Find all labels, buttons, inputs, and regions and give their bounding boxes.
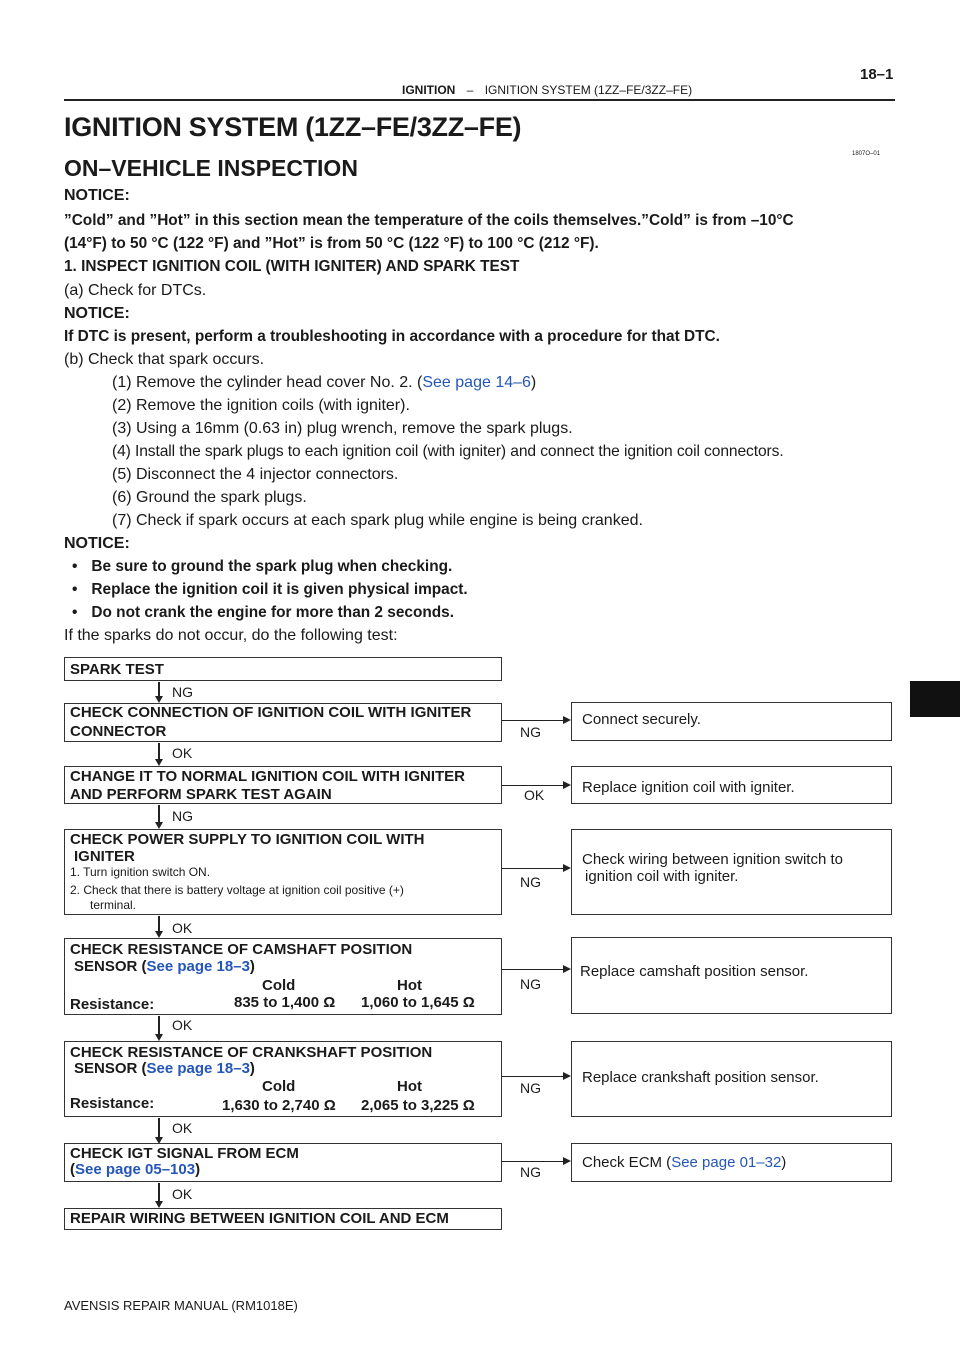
flow-connector (158, 682, 160, 697)
flow-result-line1: Check wiring between ignition switch to (582, 851, 843, 868)
link-page-05-103[interactable]: See page 05–103 (75, 1161, 196, 1178)
page-title: IGNITION SYSTEM (1ZZ–FE/3ZZ–FE) (64, 112, 522, 142)
header-dash: – (466, 83, 474, 97)
flow-box3-line1: CHECK POWER SUPPLY TO IGNITION COIL WITH (70, 831, 425, 848)
flow-connector (158, 805, 160, 822)
step-b: (b) Check that spark occurs. (64, 351, 265, 368)
flow-connector (502, 1076, 564, 1077)
flow-box4-line1: CHECK RESISTANCE OF CAMSHAFT POSITION (70, 941, 413, 958)
arrow-right-icon (563, 716, 571, 724)
bullet-icon: • (72, 558, 78, 575)
flow-label-ok: OK (172, 1017, 193, 1033)
notice-text-line1: ”Cold” and ”Hot” in this section mean the temperature of the coils themselves.”Cold” is from –10°C (64, 212, 794, 229)
arrow-down-icon (155, 1034, 163, 1041)
notice-text: If DTC is present, perform a troubleshooting in accordance with a procedure for that DTC. (64, 328, 720, 345)
flow-box4-cold-value: 835 to 1,400 Ω (234, 994, 336, 1011)
bullet-icon: • (72, 581, 78, 598)
substep-3: (3) Using a 16mm (0.63 in) plug wrench, remove the spark plugs. (112, 420, 573, 437)
flow-connector (502, 868, 564, 869)
flow-box5-hot: Hot (397, 1078, 422, 1095)
flow-box5-cold: Cold (262, 1078, 296, 1095)
header-subsection: IGNITION SYSTEM (1ZZ–FE/3ZZ–FE) (484, 83, 693, 97)
flow-label-ok: OK (172, 1186, 193, 1202)
section-tab-marker (910, 681, 960, 717)
arrow-down-icon (155, 1201, 163, 1208)
flow-label-ng: NG (520, 976, 541, 992)
link-page-18-3[interactable]: See page 18–3 (146, 958, 250, 975)
flow-label-ng: NG (520, 1080, 541, 1096)
flow-connector (502, 785, 564, 786)
flow-result-text: Replace crankshaft position sensor. (582, 1069, 819, 1086)
notice-label: NOTICE: (64, 187, 130, 204)
flow-connector (158, 1183, 160, 1201)
header-rule (64, 99, 895, 101)
flow-connector (158, 916, 160, 931)
flow-result-text: Replace ignition coil with igniter. (582, 779, 795, 796)
arrow-down-icon (155, 759, 163, 766)
flow-box3-sub1: 1. Turn ignition switch ON. (70, 865, 211, 879)
flow-result-text: Check ECM (See page 01–32) (582, 1154, 787, 1171)
flow-label-ng: NG (172, 684, 193, 700)
flow-result-line2: ignition coil with igniter. (585, 868, 739, 885)
flow-box5-line2: SENSOR (See page 18–3) (74, 1060, 255, 1077)
flow-box5-hot-value: 2,065 to 3,225 Ω (361, 1097, 475, 1114)
notice-bullet-1: • Be sure to ground the spark plug when checking. (72, 558, 453, 575)
link-page-01-32[interactable]: See page 01–32 (671, 1154, 782, 1171)
flow-result-text: Replace camshaft position sensor. (580, 963, 809, 980)
arrow-right-icon (563, 965, 571, 973)
flow-label-ok: OK (172, 745, 193, 761)
flow-connector (158, 1016, 160, 1034)
flow-box3-sub2: 2. Check that there is battery voltage at ignition coil positive (+) (70, 883, 404, 897)
flow-connector (502, 720, 564, 721)
substep-5: (5) Disconnect the 4 injector connectors. (112, 466, 399, 483)
flow-box5-resistance: Resistance: (70, 1095, 155, 1112)
flow-box5-line1: CHECK RESISTANCE OF CRANKSHAFT POSITION (70, 1044, 433, 1061)
link-page-14-6[interactable]: See page 14–6 (422, 374, 531, 391)
step-1: 1. INSPECT IGNITION COIL (WITH IGNITER) AND SPARK TEST (64, 258, 520, 275)
arrow-right-icon (563, 781, 571, 789)
substep-6: (6) Ground the spark plugs. (112, 489, 307, 506)
footer: AVENSIS REPAIR MANUAL (RM1018E) (64, 1298, 298, 1313)
substep-7: (7) Check if spark occurs at each spark plug while engine is being cranked. (112, 512, 643, 529)
flow-box6-line1: CHECK IGT SIGNAL FROM ECM (70, 1145, 299, 1162)
intro-test: If the sparks do not occur, do the following test: (64, 627, 398, 644)
arrow-right-icon (563, 1157, 571, 1165)
flow-label-ok: OK (524, 787, 545, 803)
flow-connector (158, 743, 160, 759)
flow-result-text: Connect securely. (582, 711, 701, 728)
flow-box1-line1: CHECK CONNECTION OF IGNITION COIL WITH IGNITER (70, 704, 472, 721)
bullet-icon: • (72, 604, 78, 621)
link-page-18-3[interactable]: See page 18–3 (146, 1060, 250, 1077)
arrow-down-icon (155, 696, 163, 703)
notice-text-line2: (14°F) to 50 °C (122 °F) and ”Hot” is from 50 °C (122 °F) to 100 °C (212 °F). (64, 235, 599, 252)
substep-2: (2) Remove the ignition coils (with igniter). (112, 397, 410, 414)
flow-final-label: REPAIR WIRING BETWEEN IGNITION COIL AND ECM (70, 1210, 449, 1227)
flow-box1-line2: CONNECTOR (70, 723, 167, 740)
notice-label: NOTICE: (64, 305, 130, 322)
substep-1: (1) Remove the cylinder head cover No. 2. (See page 14–6) (112, 374, 537, 391)
arrow-right-icon (563, 1072, 571, 1080)
flow-connector (502, 1161, 564, 1162)
arrow-down-icon (155, 931, 163, 938)
substep-4: (4) Install the spark plugs to each ignition coil (with igniter) and connect the ignition coil connectors. (112, 443, 784, 460)
arrow-down-icon (155, 822, 163, 829)
flow-spark-test-label: SPARK TEST (70, 661, 164, 678)
step-a: (a) Check for DTCs. (64, 282, 207, 299)
flow-label-ng: NG (520, 874, 541, 890)
flow-box2-line2: AND PERFORM SPARK TEST AGAIN (70, 786, 332, 803)
notice-label: NOTICE: (64, 535, 130, 552)
flow-box6-line2: (See page 05–103) (70, 1161, 201, 1178)
header-section: IGNITION (402, 83, 456, 97)
flow-box3-sub3: terminal. (90, 898, 137, 912)
notice-bullet-3: • Do not crank the engine for more than 2 seconds. (72, 604, 454, 621)
flow-box4-cold: Cold (262, 977, 296, 994)
flow-box3-line2: IGNITER (74, 848, 135, 865)
flow-box4-hot-value: 1,060 to 1,645 Ω (361, 994, 475, 1011)
document-code: 1807O–01 (852, 151, 881, 157)
flow-box2-line1: CHANGE IT TO NORMAL IGNITION COIL WITH IGNITER (70, 768, 465, 785)
flow-label-ng: NG (520, 724, 541, 740)
flow-label-ng: NG (520, 1164, 541, 1180)
flow-box5-cold-value: 1,630 to 2,740 Ω (222, 1097, 336, 1114)
section-subtitle: ON–VEHICLE INSPECTION (64, 155, 358, 181)
flow-label-ok: OK (172, 920, 193, 936)
flow-box4-resistance: Resistance: (70, 996, 155, 1013)
flow-connector (502, 969, 564, 970)
arrow-right-icon (563, 864, 571, 872)
flow-box4-line2: SENSOR (See page 18–3) (74, 958, 255, 975)
flow-connector (158, 1118, 160, 1137)
page-number: 18–1 (860, 66, 894, 83)
flow-label-ok: OK (172, 1120, 193, 1136)
flow-box4-hot: Hot (397, 977, 422, 994)
running-header (402, 83, 692, 97)
notice-bullet-2: • Replace the ignition coil it is given physical impact. (72, 581, 468, 598)
flow-label-ng: NG (172, 808, 193, 824)
